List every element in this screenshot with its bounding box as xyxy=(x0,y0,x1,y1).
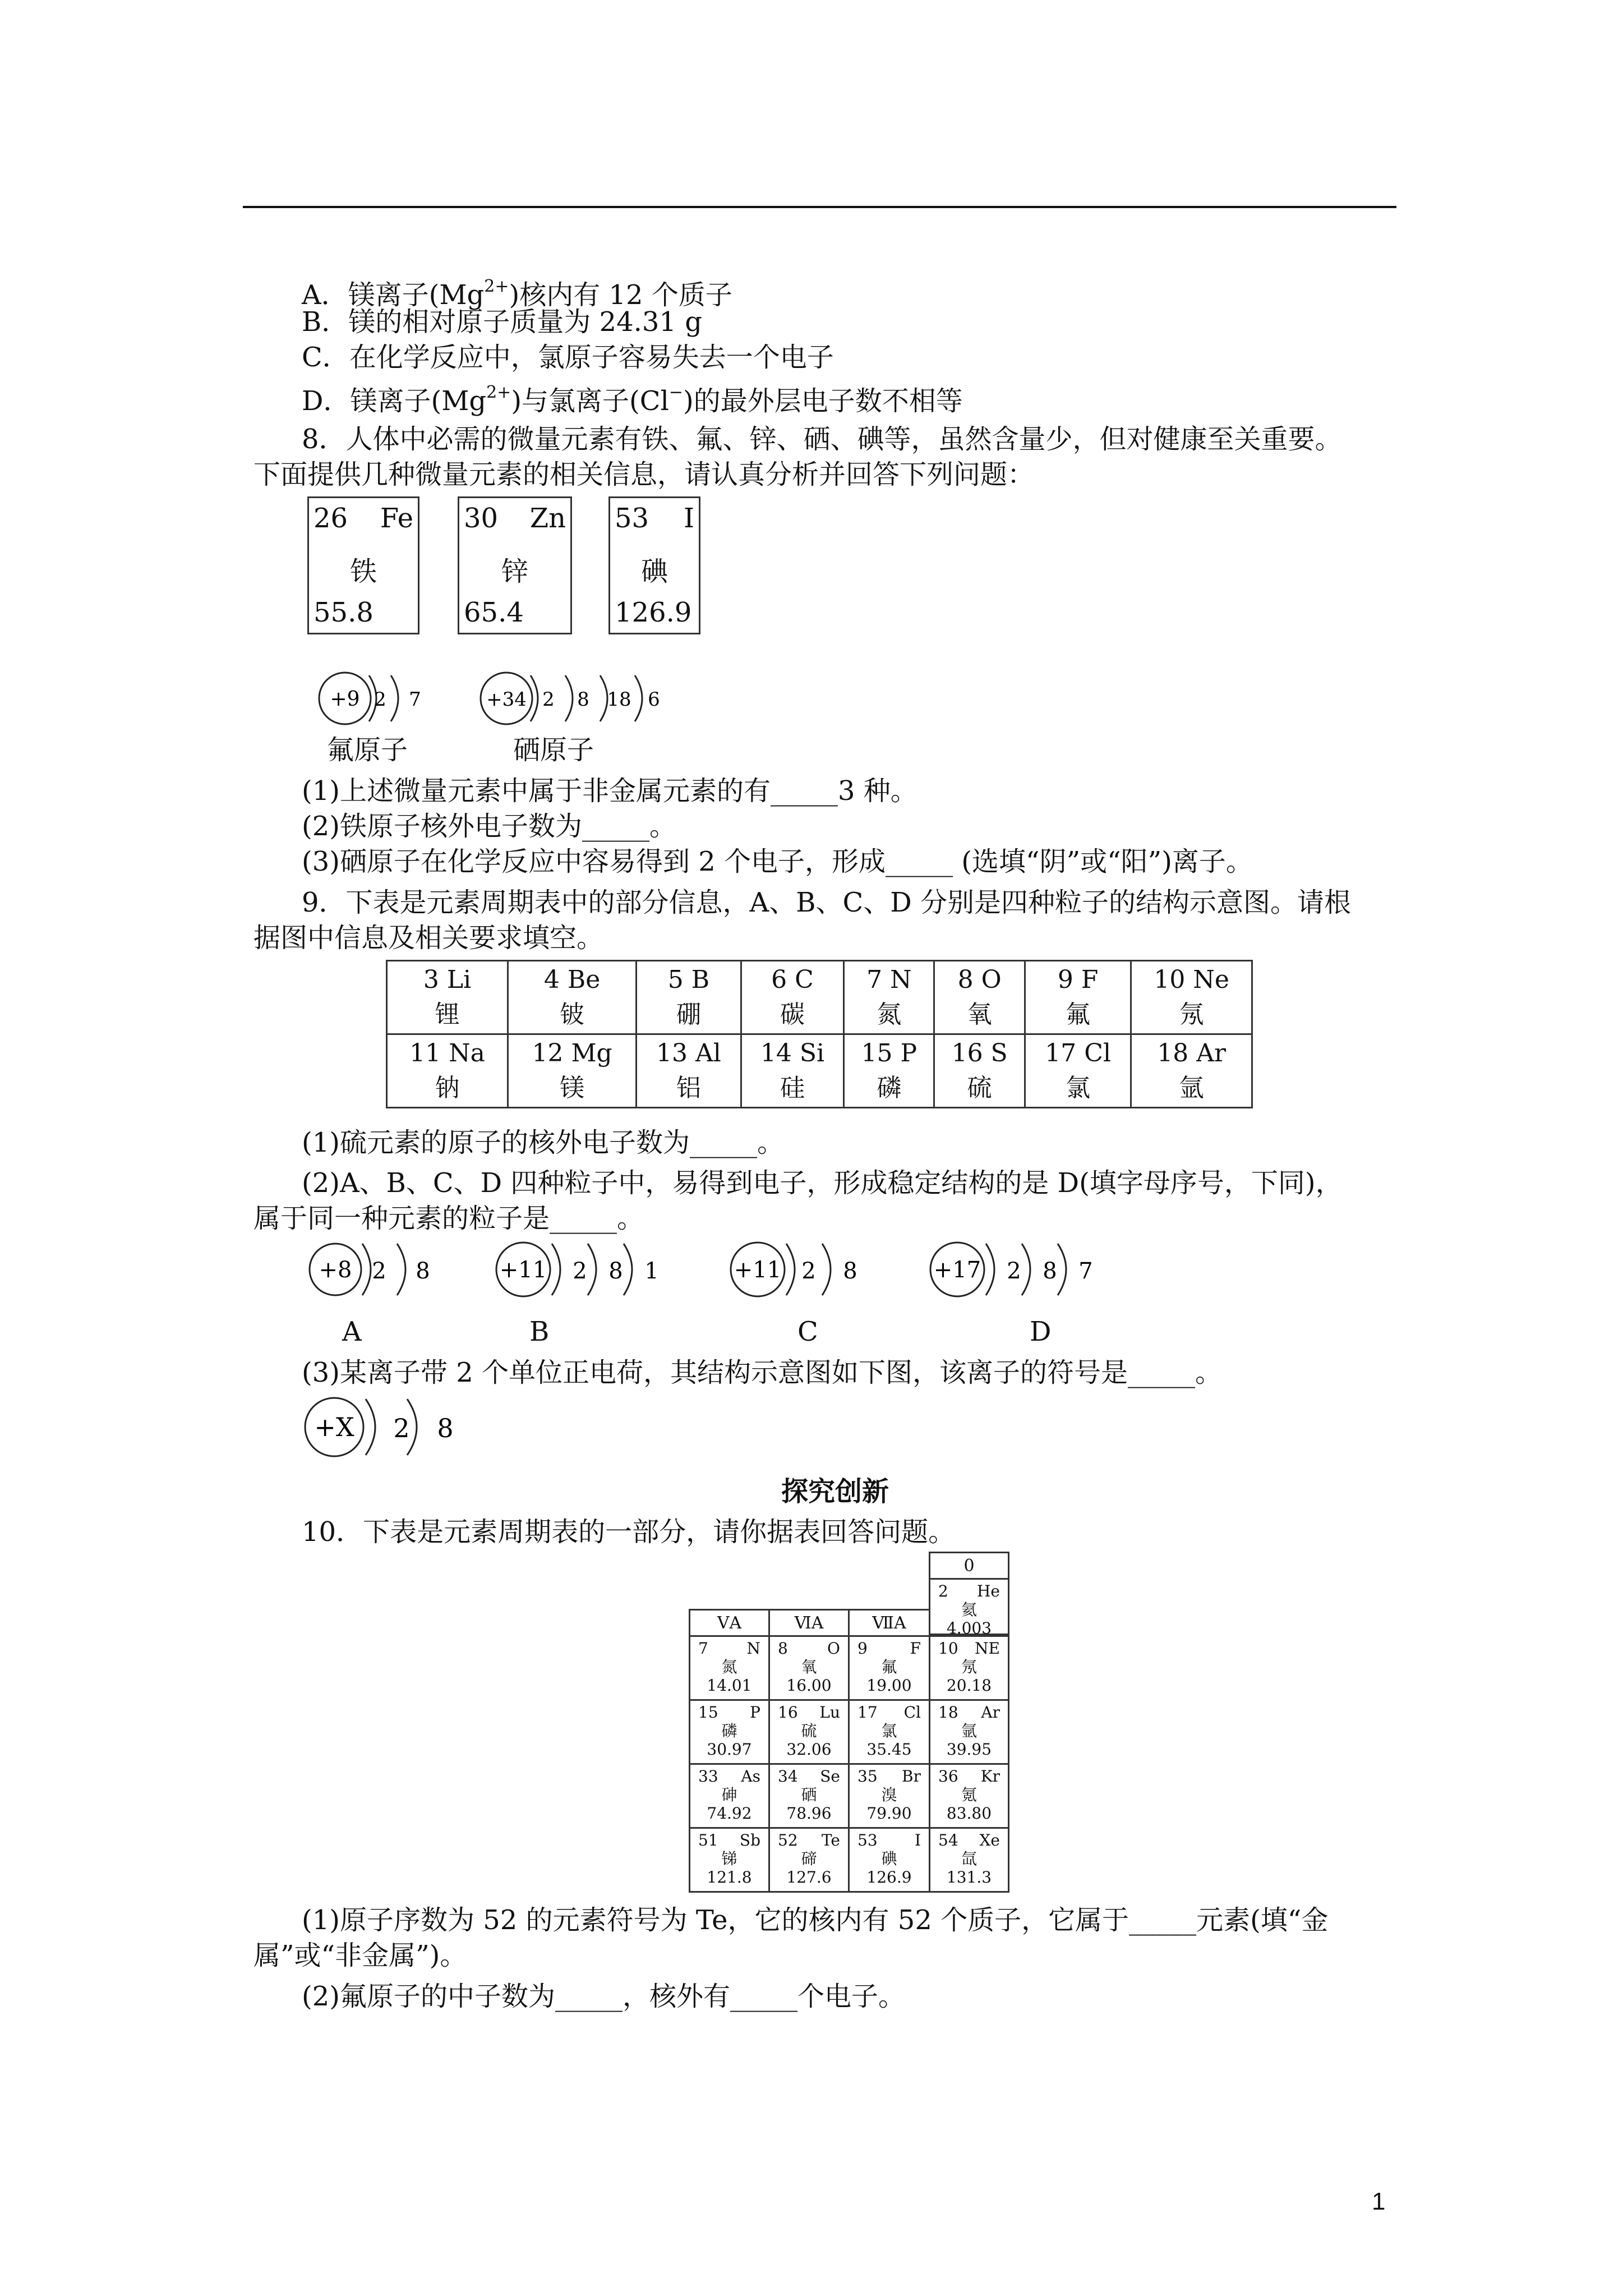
element-cell: 15 P 磷 30.97 xyxy=(689,1699,770,1765)
element-cell: 36 Kr 氪 83.80 xyxy=(929,1763,1009,1829)
particle-b-diagram xyxy=(492,1237,683,1310)
svg-text:8: 8 xyxy=(416,1258,430,1284)
particle-b-label: B xyxy=(529,1316,550,1347)
svg-text:+11: +11 xyxy=(499,1257,547,1283)
svg-text:+8: +8 xyxy=(319,1257,352,1283)
element-cell: 10 NE 氖 20.18 xyxy=(929,1635,1009,1701)
svg-text:2: 2 xyxy=(573,1258,587,1284)
svg-text:2: 2 xyxy=(801,1258,816,1284)
svg-text:1: 1 xyxy=(644,1258,659,1284)
svg-text:+9: +9 xyxy=(330,688,360,711)
element-cell: 9 F 氟 xyxy=(1025,961,1131,1034)
periodic-table-block xyxy=(689,1552,1015,1901)
q9-sub1: (1)硫元素的原子的核外电子数为_____。 xyxy=(302,1127,784,1158)
svg-text:2: 2 xyxy=(393,1413,410,1443)
particle-d-diagram xyxy=(926,1237,1117,1310)
svg-text:8: 8 xyxy=(577,688,589,711)
q10-sub2: (2)氟原子的中子数为_____，核外有_____个电子。 xyxy=(302,1981,905,2012)
section-title: 探究创新 xyxy=(781,1476,889,1507)
element-cell: 52 Te 碲 127.6 xyxy=(768,1827,850,1893)
option-a: A．镁离子$(Mg^{2+})$核内有 12 个质子 xyxy=(302,277,732,311)
q10-sub1-line2: 属”或“非金属”)。 xyxy=(253,1940,467,1971)
option-d: D．镁离子$(Mg^{2+})$与氯离子(Cl−)的最外层电子数不相等 xyxy=(302,383,963,417)
element-cell: 6 C 碳 xyxy=(741,961,844,1034)
element-cell: 3 Li 锂 xyxy=(387,961,508,1034)
element-cell: 33 As 砷 74.92 xyxy=(689,1763,770,1829)
particle-d-label: D xyxy=(1030,1316,1052,1347)
group-va-header: ⅤA xyxy=(689,1609,770,1637)
q9-stem-line2: 据图中信息及相关要求填空。 xyxy=(253,922,604,954)
svg-text:2: 2 xyxy=(372,1258,386,1284)
element-cell: 10 Ne 氖 xyxy=(1131,961,1252,1034)
q10-sub1-line1: (1)原子序数为 52 的元素符号为 Te，它的核内有 52 个质子，它属于_____元素(填“金 xyxy=(302,1904,1329,1936)
svg-text:6: 6 xyxy=(648,688,660,711)
element-cell: 7 N 氮 14.01 xyxy=(689,1635,770,1701)
element-cell-he: 2 He 氦 4.003 xyxy=(929,1578,1009,1635)
q9-sub2-line2: 属于同一种元素的粒子是_____。 xyxy=(253,1203,644,1234)
group-viia-header: ⅦA xyxy=(848,1609,930,1637)
particle-c-diagram xyxy=(727,1237,873,1310)
element-cell: 17 Cl 氯 35.45 xyxy=(848,1699,930,1765)
element-cell: 9 F 氟 19.00 xyxy=(848,1635,930,1701)
q8-sub1: (1)上述微量元素中属于非金属元素的有_____3 种。 xyxy=(302,775,917,807)
svg-text:8: 8 xyxy=(437,1413,454,1443)
element-cell: 12 Mg 镁 xyxy=(508,1034,636,1108)
svg-text:7: 7 xyxy=(409,688,421,711)
element-cell: 18 Ar 氩 xyxy=(1131,1034,1252,1108)
svg-text:8: 8 xyxy=(1043,1258,1057,1284)
element-cell: 34 Se 硒 78.96 xyxy=(768,1763,850,1829)
element-cell: 16 S 硫 xyxy=(934,1034,1025,1108)
table-row xyxy=(387,1034,1252,1108)
header-rule xyxy=(243,206,1396,208)
element-card-zn: 30 Zn 锌 65.4 xyxy=(458,496,572,634)
option-c: C．在化学反应中，氯原子容易失去一个电子 xyxy=(302,342,834,373)
svg-text:+11: +11 xyxy=(734,1257,782,1283)
element-cell: 51 Sb 锑 121.8 xyxy=(689,1827,770,1893)
svg-text:18: 18 xyxy=(607,688,631,711)
element-cell: 8 O 氧 16.00 xyxy=(768,1635,850,1701)
element-card-i: 53 I 碘 126.9 xyxy=(608,496,700,634)
element-cell: 11 Na 钠 xyxy=(387,1034,508,1108)
q9-sub2-line1: (2)A、B、C、D 四种粒子中，易得到电子，形成稳定结构的是 D(填字母序号，下同)， xyxy=(302,1167,1343,1199)
q8-stem-line2: 下面提供几种微量元素的相关信息，请认真分析并回答下列问题： xyxy=(253,459,1035,490)
element-cell: 18 Ar 氩 39.95 xyxy=(929,1699,1009,1765)
option-b: B．镁的相对原子质量为 24.31 g xyxy=(302,306,702,338)
fluorine-label: 氟原子 xyxy=(327,734,408,766)
q8-sub2: (2)铁原子核外电子数为_____。 xyxy=(302,811,676,842)
svg-text:+17: +17 xyxy=(933,1257,981,1283)
element-cell: 16 Lu 硫 32.06 xyxy=(768,1699,850,1765)
svg-text:2: 2 xyxy=(542,688,555,711)
page-number: 1 xyxy=(1372,2188,1386,2215)
selenium-label: 硒原子 xyxy=(513,734,594,766)
q8-sub3: (3)硒原子在化学反应中容易得到 2 个电子，形成_____ (选填“阴”或“阳”)离子。 xyxy=(302,846,1253,877)
fluorine-atom-diagram xyxy=(314,668,443,729)
q8-stem-line1: 8．人体中必需的微量元素有铁、氟、锌、硒、碘等，虽然含量少，但对健康至关重要。 xyxy=(302,424,1342,455)
element-cell: 5 B 硼 xyxy=(637,961,741,1034)
element-cell: 54 Xe 氙 131.3 xyxy=(929,1827,1009,1893)
element-cell: 13 Al 铝 xyxy=(637,1034,741,1108)
svg-text:+34: +34 xyxy=(486,688,527,711)
group-0-header: 0 xyxy=(929,1552,1009,1580)
particle-a-diagram xyxy=(307,1237,448,1310)
element-card-fe: 26 Fe 铁 55.8 xyxy=(307,496,419,634)
svg-text:+X: +X xyxy=(314,1412,354,1442)
svg-text:2: 2 xyxy=(1007,1258,1021,1284)
svg-text:8: 8 xyxy=(843,1258,857,1284)
group-via-header: ⅥA xyxy=(768,1609,850,1637)
table-row xyxy=(387,961,1252,1034)
element-cell: 8 O 氧 xyxy=(934,961,1025,1034)
q9-stem-line1: 9．下表是元素周期表中的部分信息，A、B、C、D 分别是四种粒子的结构示意图。请根 xyxy=(302,887,1351,918)
particle-a-label: A xyxy=(342,1316,362,1347)
svg-text:8: 8 xyxy=(608,1258,623,1284)
element-cell: 7 N 氮 xyxy=(844,961,934,1034)
element-cell: 15 P 磷 xyxy=(844,1034,934,1108)
ion-x-diagram xyxy=(303,1391,471,1470)
element-cell: 17 Cl 氯 xyxy=(1025,1034,1131,1108)
selenium-atom-diagram xyxy=(476,668,677,729)
periodic-table-excerpt xyxy=(386,960,1253,1108)
svg-text:7: 7 xyxy=(1078,1258,1093,1284)
element-cell: 35 Br 溴 79.90 xyxy=(848,1763,930,1829)
particle-c-label: C xyxy=(797,1316,818,1347)
svg-text:2: 2 xyxy=(374,688,386,711)
q10-stem: 10．下表是元素周期表的一部分，请你据表回答问题。 xyxy=(302,1516,956,1548)
q9-sub3: (3)某离子带 2 个单位正电荷，其结构示意图如下图，该离子的符号是_____。 xyxy=(302,1357,1223,1388)
element-cell: 14 Si 硅 xyxy=(741,1034,844,1108)
element-cell: 4 Be 铍 xyxy=(508,961,636,1034)
element-cell: 53 I 碘 126.9 xyxy=(848,1827,930,1893)
